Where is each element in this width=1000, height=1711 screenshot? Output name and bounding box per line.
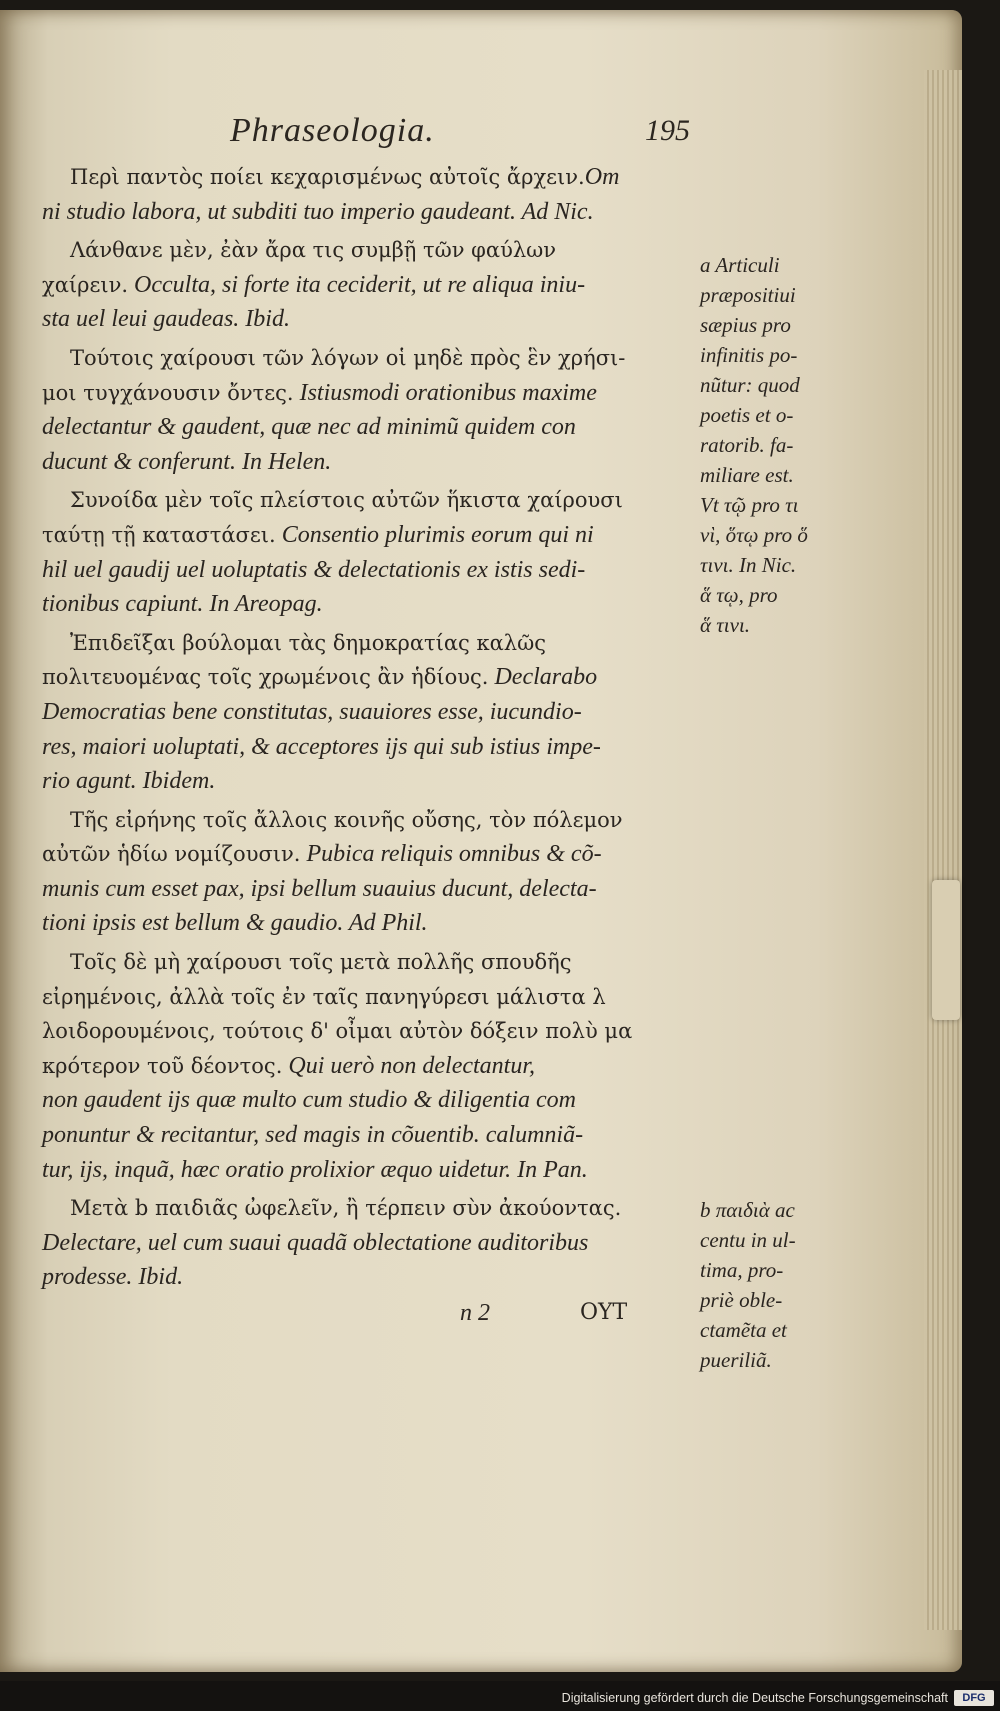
page-tab: [932, 880, 960, 1020]
text-line: [42, 1191, 692, 1226]
digitization-credit: Digitalisierung gefördert durch die Deutsche Forschungsgemeinschaft: [561, 1691, 948, 1705]
margin-note-line: præpositiui: [700, 283, 796, 307]
text-line: [42, 1118, 692, 1153]
margin-note-line: ἅ τῳ, pro: [700, 583, 778, 607]
running-head: [230, 112, 690, 162]
text-line: [42, 1226, 692, 1261]
text-line: [42, 980, 692, 1015]
paragraph: [42, 1191, 692, 1295]
text-line: [42, 695, 692, 730]
latin-text: munis cum esset pax, ipsi bellum suauius ducunt, delecta-: [42, 875, 597, 902]
paragraph: [42, 483, 692, 621]
latin-text: hil uel gaudij uel uoluptatis & delectationis ex istis sedi-: [42, 556, 586, 583]
margin-note-line: b παιδιὰ ac: [700, 1198, 795, 1222]
margin-note-line: tima, pro-: [700, 1258, 784, 1282]
signature-mark: n 2: [460, 1300, 490, 1326]
text-line: [42, 764, 692, 799]
text-line: [42, 906, 692, 941]
margin-note-line: miliare est.: [700, 463, 794, 487]
text-line: [42, 1083, 692, 1118]
paragraph: [42, 945, 692, 1187]
text-line: [42, 803, 692, 838]
text-line: [42, 195, 692, 230]
text-line: [42, 660, 692, 695]
margin-note-line: priè oble-: [700, 1288, 783, 1312]
latin-text: ducunt & conferunt. In Helen.: [42, 448, 332, 475]
margin-note-b: [700, 1195, 840, 1375]
greek-text: Λάνθανε μὲν, ἐὰν ἄρα τις συμβῇ τῶν φαύλων: [70, 238, 557, 263]
greek-text: ταύτῃ τῇ καταστάσει.: [42, 522, 276, 547]
text-line: [42, 1014, 692, 1049]
page-number: 195: [645, 114, 690, 147]
greek-text: Ἐπιδεῖξαι βούλομαι τὰς δημοκρατίας καλῶς: [70, 630, 546, 655]
text-line: [42, 268, 692, 303]
text-line: [42, 1049, 692, 1084]
text-line: [42, 626, 692, 661]
main-text: [42, 160, 692, 1299]
paragraph: [42, 803, 692, 941]
margin-note-line: centu in ul-: [700, 1228, 796, 1252]
paragraph: [42, 160, 692, 229]
text-line: [42, 945, 692, 980]
text-line: [42, 553, 692, 588]
greek-text: Μετὰ b παιδιᾶς ὠφελεῖν, ἢ τέρπειν σὺν ἀκούοντας.: [70, 1196, 622, 1221]
latin-text: tur, ijs, inquã, hæc oratio prolixior æquo uidetur. In Pan.: [42, 1156, 588, 1183]
latin-text: Occulta, si forte ita ceciderit, ut re aliqua iniu-: [128, 271, 586, 298]
latin-text: Qui uerò non delectantur,: [282, 1052, 536, 1079]
margin-note-line: ἅ τινι.: [700, 613, 751, 637]
margin-note-line: τινι. In Nic.: [700, 553, 797, 577]
margin-note-line: νὶ, ὅτῳ pro ὅ: [700, 523, 808, 547]
margin-note-line: sæpius pro: [700, 313, 791, 337]
greek-text: Περὶ παντὸς ποίει κεχαρισμένως αὐτοῖς ἄρχειν.: [70, 165, 585, 189]
margin-note-line: nũtur: quod: [700, 373, 800, 397]
greek-text: κρότερον τοῦ δέοντος.: [42, 1053, 283, 1078]
latin-text: Democratias bene constitutas, suauiores esse, iucundio-: [42, 698, 582, 725]
latin-text: Declarabo: [488, 664, 598, 691]
page-edge: [924, 70, 962, 1630]
latin-text: Consentio plurimis eorum qui ni: [275, 521, 594, 548]
latin-text: ponuntur & recitantur, sed magis in cõuentib. calumniã-: [42, 1122, 584, 1149]
greek-text: Συνοίδα μὲν τοῖς πλείστοις αὐτῶν ἥκιστα χαίρουσι: [70, 488, 623, 513]
text-line: [42, 483, 692, 518]
dfg-logo: DFG: [954, 1690, 994, 1706]
margin-note-line: Vt τῷ pro τι: [700, 493, 799, 517]
text-line: [42, 233, 692, 268]
text-line: [42, 376, 692, 411]
catchword: ΟΥΤ: [580, 1300, 628, 1325]
paragraph: [42, 233, 692, 337]
greek-text: Τῆς εἰρήνης τοῖς ἄλλοις κοινῆς οὔσης, τὸν πόλεμον: [70, 807, 623, 832]
paragraph: [42, 626, 692, 799]
latin-text: delectantur & gaudent, quæ nec ad minimũ quidem con: [42, 414, 576, 441]
latin-text: tioni ipsis est bellum & gaudio. Ad Phil.: [42, 910, 428, 937]
greek-text: εἰρημένοις, ἀλλὰ τοῖς ἐν ταῖς πανηγύρεσι μάλιστα λ: [42, 984, 606, 1009]
latin-text: res, maiori uoluptati, & acceptores ijs qui sub istius impe-: [42, 733, 601, 760]
text-line: [42, 160, 692, 195]
latin-text: prodesse. Ibid.: [42, 1264, 184, 1291]
margin-note-a: [700, 250, 840, 640]
text-line: [42, 410, 692, 445]
text-line: [42, 1153, 692, 1188]
text-line: [42, 730, 692, 765]
text-line: [42, 587, 692, 622]
running-title: Phraseologia.: [230, 112, 435, 149]
latin-text: non gaudent ijs quæ multo cum studio & diligentia com: [42, 1087, 576, 1114]
latin-text: Om: [584, 164, 620, 190]
greek-text: Τοῖς δὲ μὴ χαίρουσι τοῖς μετὰ πολλῆς σπουδῆς: [70, 950, 572, 975]
latin-text: ni studio labora, ut subditi tuo imperio gaudeant. Ad Nic.: [42, 198, 594, 225]
digitization-footer: [0, 1681, 1000, 1711]
margin-note-line: a Articuli: [700, 253, 780, 277]
latin-text: Delectare, uel cum suaui quadã oblectatione auditoribus: [42, 1229, 589, 1256]
paragraph: [42, 341, 692, 479]
text-line: [42, 1260, 692, 1295]
latin-text: rio agunt. Ibidem.: [42, 768, 216, 795]
text-line: [42, 837, 692, 872]
margin-note-line: ratorib. fa-: [700, 433, 794, 457]
latin-text: tionibus capiunt. In Areopag.: [42, 591, 323, 618]
margin-note-line: ctamẽta et: [700, 1318, 787, 1342]
margin-note-line: poetis et o-: [700, 403, 794, 427]
text-line: [42, 872, 692, 907]
text-line: [42, 302, 692, 337]
margin-note-line: pueriliã.: [700, 1348, 772, 1372]
latin-text: Pubica reliquis omnibus & cõ-: [300, 841, 602, 868]
latin-text: sta uel leui gaudeas. Ibid.: [42, 306, 290, 333]
text-line: [42, 341, 692, 376]
greek-text: αὐτῶν ἡδίω νομίζουσιν.: [42, 842, 301, 867]
greek-text: λοιδορουμένοις, τούτοις δ' οἶμαι αὐτὸν δόξειν πολὺ μα: [42, 1019, 633, 1044]
greek-text: μοι τυγχάνουσιν ὄντες.: [42, 380, 294, 405]
margin-note-line: infinitis po-: [700, 343, 798, 367]
greek-text: πολιτευομένας τοῖς χρωμένοις ἂν ἡδίους.: [42, 665, 489, 690]
text-line: [42, 518, 692, 553]
greek-text: χαίρειν.: [42, 272, 129, 297]
greek-text: Τούτοις χαίρουσι τῶν λόγων οἱ μηδὲ πρὸς ἓν χρήσι-: [70, 345, 626, 370]
latin-text: Istiusmodi orationibus maxime: [293, 379, 597, 406]
text-line: [42, 445, 692, 480]
